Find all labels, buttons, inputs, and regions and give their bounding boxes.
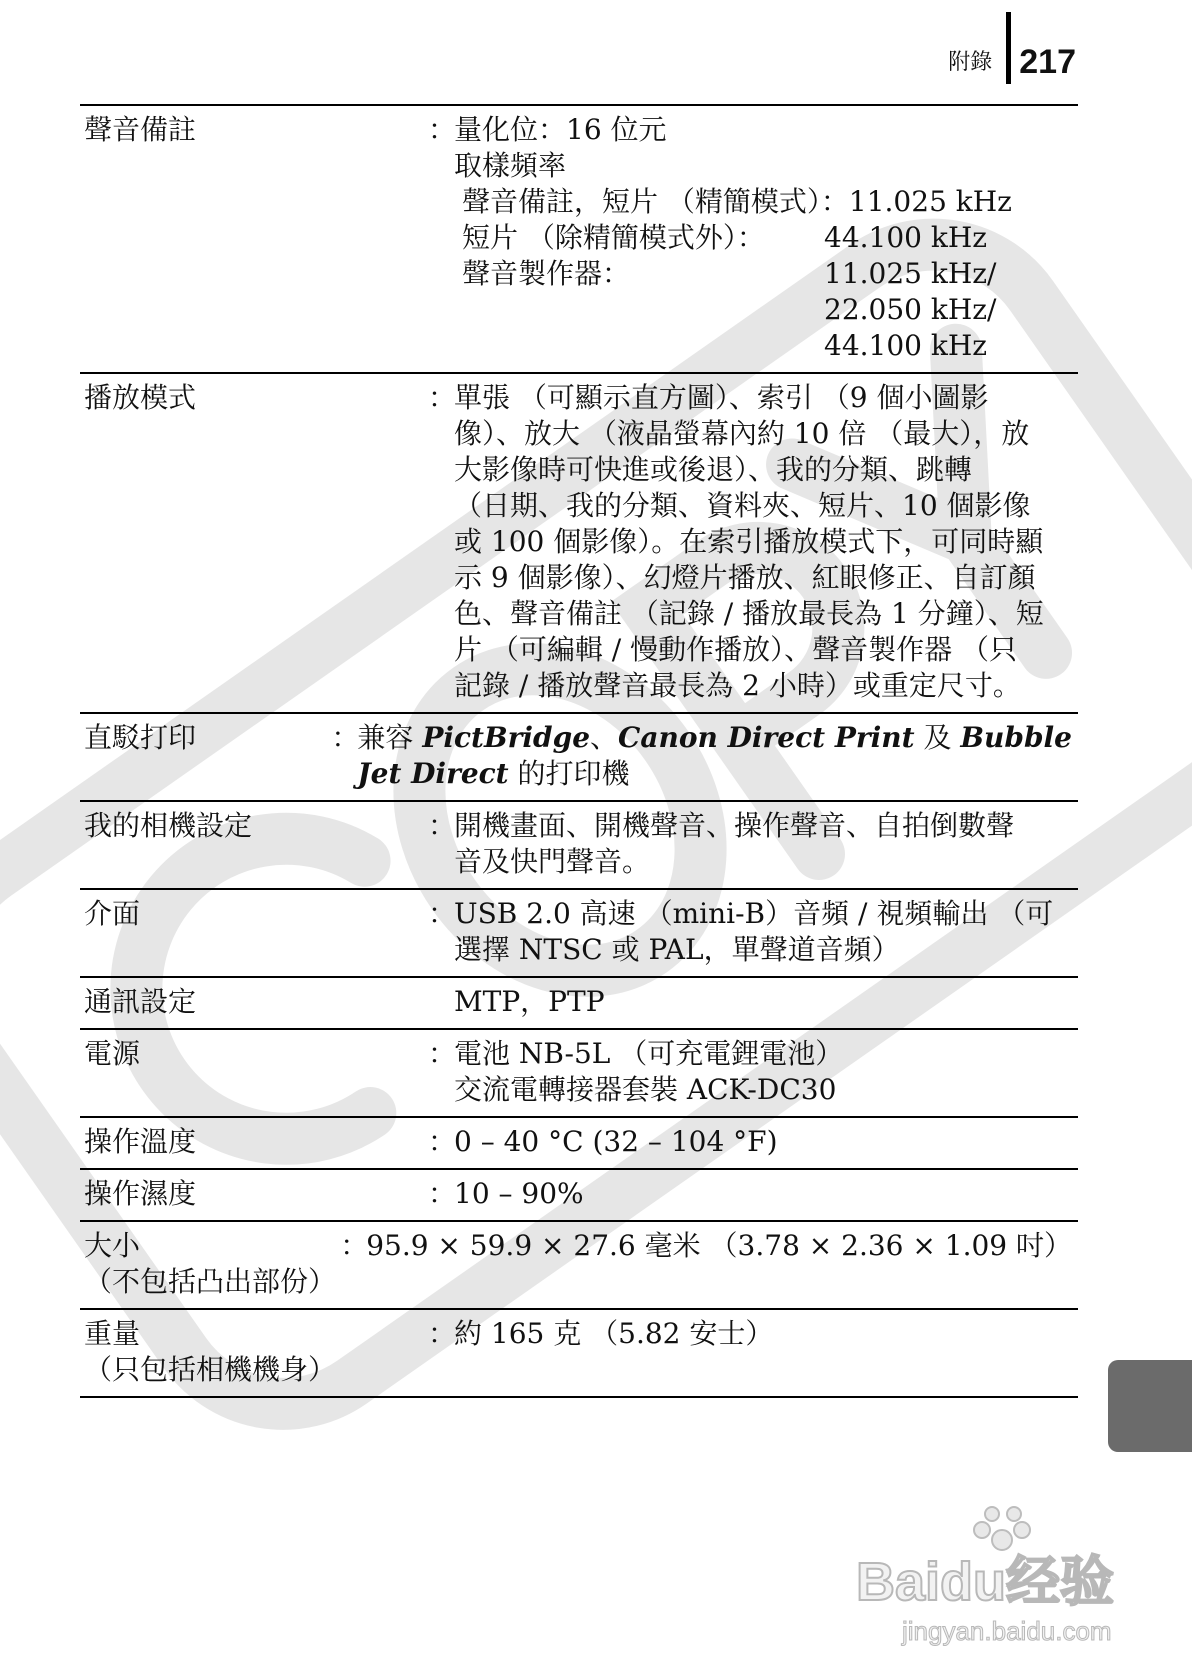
spec-colon: ： <box>340 1229 369 1262</box>
spec-label-line: 我的相機設定 <box>84 809 253 842</box>
spec-value-line: 像）、放大 （液晶螢幕內約 10 倍 （最大），放 <box>454 417 1030 450</box>
section-tab <box>1108 1360 1192 1452</box>
spec-value-line: 10 – 90% <box>454 1177 584 1210</box>
header-divider <box>1006 12 1011 84</box>
spec-label <box>80 1124 428 1160</box>
spec-colon: ： <box>428 113 457 146</box>
spec-colon: ： <box>428 1317 457 1350</box>
spec-label-line: 聲音備註 <box>84 113 197 146</box>
sample-rate-values <box>824 256 996 364</box>
product-name: Canon Direct Print <box>618 721 915 754</box>
page-header <box>948 36 1076 82</box>
spec-value-line: 取樣頻率 <box>454 149 567 182</box>
spec-value-line <box>357 720 1072 756</box>
spec-row <box>80 802 1078 890</box>
spec-label-line: 電源 <box>84 1037 141 1070</box>
spec-row <box>80 374 1078 714</box>
spec-value-line: MTP，PTP <box>454 985 605 1018</box>
spec-colon: ： <box>428 381 457 414</box>
value-text: 、 <box>590 721 619 754</box>
sample-rate-key: 聲音備註，短片 （精簡模式）： <box>462 185 849 218</box>
spec-value-line: 片 （可編輯 / 慢動作播放）、聲音製作器 （只 <box>454 633 1018 666</box>
sample-rate-value: 44.100 kHz <box>824 329 988 362</box>
spec-label-line: 大小 <box>84 1229 141 1262</box>
spec-row <box>80 1170 1078 1222</box>
spec-row <box>80 1310 1078 1398</box>
spec-row <box>80 1030 1078 1118</box>
sample-rate-key: 聲音製作器： <box>462 257 631 290</box>
spec-colon: ： <box>428 1125 457 1158</box>
logo-brand-text: Baidu经验 <box>856 1552 1115 1612</box>
spec-value-line: 量化位：16 位元 <box>454 113 667 146</box>
spec-value-line: 音及快門聲音。 <box>454 845 651 878</box>
spec-value <box>454 1036 1078 1108</box>
spec-row <box>80 890 1078 978</box>
spec-value-line: 0 – 40 °C (32 – 104 °F) <box>454 1125 778 1158</box>
spec-label <box>80 1176 428 1212</box>
spec-value <box>454 984 1078 1020</box>
logo-url-text: jingyan.baidu.com <box>902 1616 1112 1646</box>
value-text: 及 <box>914 721 961 754</box>
spec-row <box>80 106 1078 374</box>
spec-colon: ： <box>428 809 457 842</box>
sample-rate-values <box>824 220 987 256</box>
spec-value <box>454 112 1078 364</box>
value-text: 兼容 <box>357 721 423 754</box>
spec-label <box>80 984 428 1020</box>
spec-label-line: 重量 <box>84 1317 141 1350</box>
spec-colon <box>428 984 454 1020</box>
spec-row <box>80 1222 1078 1310</box>
sample-rate-item <box>462 220 1072 256</box>
spec-label-line: 直駁打印 <box>84 721 197 754</box>
spec-value <box>454 896 1078 968</box>
spec-value-line: 單張 （可顯示直方圖）、索引 （9 個小圖影 <box>454 381 989 414</box>
spec-value-line: （日期、我的分類、資料夾、短片、10 個影像 <box>454 489 1031 522</box>
sample-rate-value: 11.025 kHz/ <box>824 257 997 290</box>
sample-rate-list <box>454 184 1072 364</box>
spec-value <box>366 1228 1078 1300</box>
spec-label-line: 操作濕度 <box>84 1177 197 1210</box>
spec-label <box>80 1316 428 1388</box>
spec-value <box>357 720 1078 792</box>
sample-rate-values <box>849 184 1012 220</box>
section-title: 附錄 <box>948 50 993 75</box>
spec-value-line: 開機畫面、開機聲音、操作聲音、自拍倒數聲 <box>454 809 1015 842</box>
spec-value-line: 選擇 NTSC 或 PAL，單聲道音頻） <box>454 933 900 966</box>
sample-rate-item <box>462 256 1072 364</box>
spec-colon: ： <box>428 1037 457 1070</box>
spec-value-line: 示 9 個影像）、幻燈片播放、紅眼修正、自訂顏 <box>454 561 1036 594</box>
spec-value <box>454 1124 1078 1160</box>
spec-row <box>80 1118 1078 1170</box>
spec-row <box>80 714 1078 802</box>
spec-row <box>80 978 1078 1030</box>
spec-value <box>454 808 1078 880</box>
baidu-jingyan-logo <box>852 1500 1152 1650</box>
spec-label-line: 通訊設定 <box>84 985 197 1018</box>
sample-rate-item <box>462 184 1072 220</box>
spec-value-line: 電池 NB-5L （可充電鋰電池） <box>454 1037 844 1070</box>
spec-label-line: （不包括凸出部份） <box>84 1265 337 1298</box>
spec-label <box>80 112 428 364</box>
spec-value-line: USB 2.0 高速 （mini-B）音頻 / 視頻輸出 （可 <box>454 897 1054 930</box>
spec-label-line: 介面 <box>84 897 141 930</box>
product-name: Jet Direct <box>357 757 509 790</box>
spec-value-line <box>357 756 1072 792</box>
sample-rate-key: 短片 （除精簡模式外）： <box>462 221 765 254</box>
spec-value-line: 大影像時可快進或後退）、我的分類、跳轉 <box>454 453 973 486</box>
spec-label <box>80 1228 340 1300</box>
value-text: 的打印機 <box>508 757 630 790</box>
product-name: PictBridge <box>422 721 591 754</box>
spec-label-line: 播放模式 <box>84 381 197 414</box>
spec-value-line: 約 165 克 （5.82 安士） <box>454 1317 774 1350</box>
spec-label <box>80 380 428 704</box>
sample-rate-value: 22.050 kHz/ <box>824 293 997 326</box>
spec-value <box>454 1176 1078 1212</box>
sample-rate-value: 11.025 kHz <box>848 185 1012 218</box>
spec-label-line: （只包括相機機身） <box>84 1353 337 1386</box>
spec-label <box>80 808 428 880</box>
spec-value-line: 或 100 個影像）。在索引播放模式下，可同時顯 <box>454 525 1044 558</box>
spec-colon: ： <box>428 1177 457 1210</box>
spec-label <box>80 720 331 792</box>
spec-value-line: 95.9 × 59.9 × 27.6 毫米 （3.78 × 2.36 × 1.09 吋） <box>366 1229 1072 1262</box>
spec-label <box>80 896 428 968</box>
spec-value <box>454 380 1078 704</box>
spec-value <box>454 1316 1078 1388</box>
sample-rate-value: 44.100 kHz <box>824 221 988 254</box>
product-name: Bubble <box>960 721 1072 754</box>
spec-colon: ： <box>428 897 457 930</box>
spec-colon: ： <box>331 721 360 754</box>
spec-label-line: 操作溫度 <box>84 1125 197 1158</box>
specifications-table <box>80 104 1078 1398</box>
page-number: 217 <box>1019 43 1076 81</box>
spec-value-line: 記錄 / 播放聲音最長為 2 小時）或重定尺寸。 <box>454 669 1021 702</box>
spec-value-line: 色、聲音備註 （記錄 / 播放最長為 1 分鐘）、短 <box>454 597 1044 630</box>
spec-label <box>80 1036 428 1108</box>
spec-value-line: 交流電轉接器套裝 ACK-DC30 <box>454 1073 837 1106</box>
